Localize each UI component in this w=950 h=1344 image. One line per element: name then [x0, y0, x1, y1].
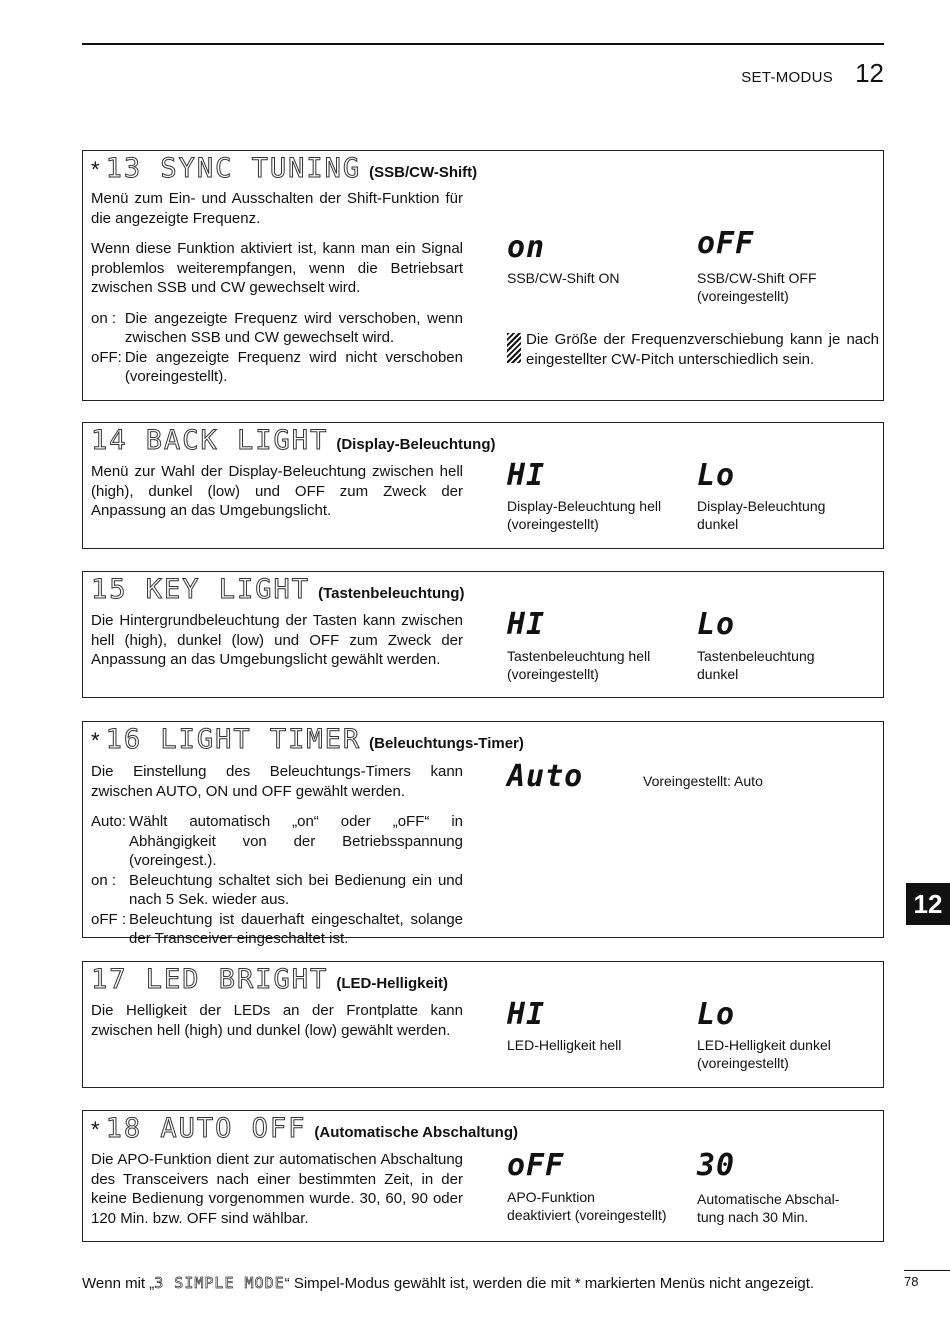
section-subtitle: (Beleuchtungs-Timer) — [369, 735, 524, 752]
asterisk-marker: * — [91, 1117, 100, 1142]
display-caption — [697, 497, 825, 533]
lcd-display: HI — [507, 997, 546, 1032]
caption-line: LED-Helligkeit dunkel — [697, 1037, 831, 1053]
lcd-title: 18 AUTO OFF — [105, 1113, 307, 1144]
caption-line: Tastenbeleuchtung — [697, 648, 815, 664]
page-number: 78 — [904, 1274, 919, 1289]
section-subtitle: (Automatische Abschaltung) — [314, 1124, 518, 1141]
lcd-display: oFF — [507, 1148, 565, 1183]
footer-text: “ Simpel-Modus gewählt ist, werden die mit * markierten Menüs nicht angezeigt. — [284, 1275, 815, 1292]
section-14-box — [82, 422, 884, 549]
option-text: Die angezeigte Frequenz wird verschoben, wenn zwischen SSB und CW gewechselt wird. — [124, 309, 463, 346]
section-18-box — [82, 1110, 884, 1242]
section-16-box — [82, 721, 884, 947]
lcd-title: 17 LED BRIGHT — [91, 964, 329, 995]
option-key: oFF: — [91, 348, 122, 366]
caption-line: (voreingestellt) — [507, 516, 599, 532]
lcd-display: HI — [507, 458, 546, 493]
page-header — [741, 58, 884, 89]
option-text: Wählt automatisch „on“ oder „oFF“ in Abhängigkeit von der Betriebsspannung (voreingest.). — [129, 813, 463, 869]
section-description — [91, 189, 463, 387]
section-title — [91, 1113, 518, 1144]
lcd-display: on — [507, 230, 546, 265]
lcd-display: oFF — [697, 226, 755, 261]
section-13-box — [82, 150, 884, 401]
caption-line: LED-Helligkeit hell — [507, 1037, 622, 1053]
section-description — [91, 762, 463, 949]
section-17-box — [82, 961, 884, 1088]
caption-line: SSB/CW-Shift ON — [507, 270, 620, 286]
paragraph: Die APO-Funktion dient zur automatischen Abschaltung des Transceivers nach einer bestimmten Zeit, in der keine Bedienung vorgenommen wurde. 30, 60, 90 oder 120 Min. bzw. OFF sind wählbar. — [91, 1151, 463, 1227]
lcd-display: HI — [507, 607, 546, 642]
display-caption — [507, 1188, 667, 1224]
option-key: on : — [91, 309, 117, 327]
option-text: Beleuchtung schaltet sich bei Bedienung ein und nach 5 Sek. wieder aus. — [129, 871, 463, 908]
section-title — [91, 964, 448, 995]
chapter-number: 12 — [855, 58, 884, 88]
caption-line: Automatische Abschal- — [697, 1191, 840, 1207]
header-rule — [82, 43, 884, 45]
paragraph: Die Hintergrundbeleuchtung der Tasten kann zwischen hell (high), dunkel (low) und OFF zum Zweck der Anpassung an das Umgebungslicht gewählt werden. — [91, 612, 463, 668]
lcd-display: 30 — [697, 1148, 736, 1183]
option-key: on : — [91, 871, 117, 889]
footer-note — [82, 1274, 814, 1292]
section-subtitle: (SSB/CW-Shift) — [369, 164, 478, 181]
caption-line: (voreingestellt) — [697, 288, 789, 304]
display-caption — [697, 1190, 839, 1226]
section-description — [91, 462, 463, 532]
caption-line: Display-Beleuchtung hell — [507, 498, 662, 514]
footer-text: Wenn mit „ — [82, 1275, 155, 1292]
option-key: Auto: — [91, 813, 127, 830]
lcd-title: 14 BACK LIGHT — [91, 425, 329, 456]
section-15-box — [82, 571, 884, 698]
asterisk-marker: * — [91, 728, 100, 753]
asterisk-marker: * — [91, 157, 100, 182]
chapter-tab: 12 — [906, 883, 950, 925]
lcd-display: Lo — [697, 458, 736, 493]
display-caption — [643, 772, 763, 790]
caption-line: dunkel — [697, 516, 739, 532]
display-caption — [697, 1036, 831, 1072]
caption-line: tung nach 30 Min. — [697, 1209, 809, 1225]
caption-line: (voreingestellt) — [507, 666, 599, 682]
lcd-title: 13 SYNC TUNING — [105, 153, 362, 184]
paragraph: Die Einstellung des Beleuchtungs-Timers kann zwischen AUTO, ON und OFF gewählt werden. — [91, 763, 463, 800]
caption-line: deaktiviert (voreingestellt) — [507, 1207, 667, 1223]
page-number-rule — [904, 1270, 950, 1271]
display-caption — [507, 647, 650, 683]
lcd-display: Auto — [507, 759, 584, 794]
display-caption — [697, 647, 815, 683]
caption-line: (voreingestellt) — [697, 1055, 789, 1071]
option-list — [91, 309, 463, 387]
section-title — [91, 724, 524, 755]
caption-line: APO-Funktion — [507, 1189, 595, 1205]
lcd-title: 15 KEY LIGHT — [91, 574, 311, 605]
option-text: Beleuchtung ist dauerhaft eingeschaltet, solange der Transceiver eingeschaltet ist. — [129, 910, 463, 947]
lcd-title: 16 LIGHT TIMER — [105, 724, 362, 755]
section-title — [91, 574, 464, 605]
display-caption — [507, 1036, 621, 1054]
caption-line: Voreingestellt: Auto — [643, 773, 763, 789]
caption-line: dunkel — [697, 666, 739, 682]
section-name: SET-MODUS — [741, 69, 834, 86]
caption-line: SSB/CW-Shift OFF — [697, 270, 817, 286]
paragraph: Menü zum Ein- und Ausschalten der Shift-Funktion für die angezeigte Frequenz. — [91, 190, 463, 227]
display-caption — [507, 497, 661, 533]
section-description — [91, 1001, 463, 1051]
note-text: Die Größe der Frequenzverschiebung kann je nach eingestellter CW-Pitch unterschiedlich sein. — [526, 331, 879, 368]
option-text: Die angezeigte Frequenz wird nicht verschoben (voreingestellt). — [124, 348, 463, 385]
paragraph: Die Helligkeit der LEDs an der Frontplatte kann zwischen hell (high) und dunkel (low) gewählt werden. — [91, 1002, 463, 1039]
paragraph: Wenn diese Funktion aktiviert ist, kann man ein Signal problemlos weiterempfangen, wenn die Betriebsart zwischen SSB und CW gewechselt wird. — [91, 240, 463, 296]
option-list — [91, 812, 463, 949]
note-icon — [507, 333, 521, 363]
section-title — [91, 153, 477, 184]
paragraph: Menü zur Wahl der Display-Beleuchtung zwischen hell (high), dunkel (low) und OFF zum Zweck der Anpassung an das Umgebungslicht. — [91, 463, 463, 519]
section-title — [91, 425, 496, 456]
lcd-display: Lo — [697, 607, 736, 642]
caption-line: Display-Beleuchtung — [697, 498, 826, 514]
footer-lcd-text: 3 SIMPLE MODE — [154, 1274, 285, 1292]
section-subtitle: (Display-Beleuchtung) — [336, 436, 496, 453]
option-key: oFF : — [91, 910, 127, 928]
note — [507, 330, 879, 369]
lcd-display: Lo — [697, 997, 736, 1032]
display-caption — [507, 269, 620, 287]
caption-line: Tastenbeleuchtung hell — [507, 648, 651, 664]
section-description — [91, 611, 463, 681]
section-subtitle: (LED-Helligkeit) — [336, 975, 449, 992]
section-description — [91, 1150, 463, 1239]
display-caption — [697, 269, 817, 305]
section-subtitle: (Tastenbeleuchtung) — [318, 585, 465, 602]
